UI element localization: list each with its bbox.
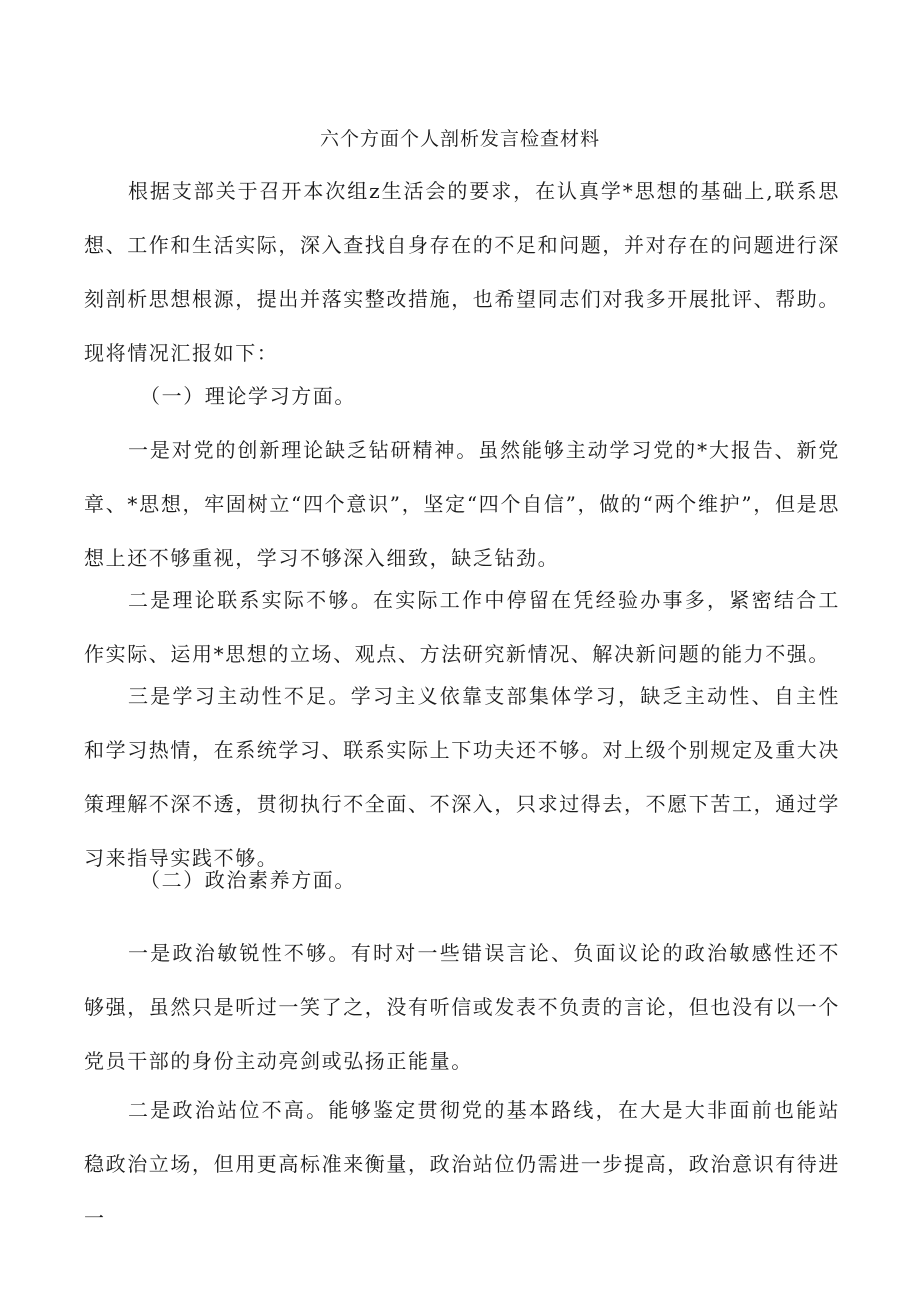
intro-paragraph: 根据支部关于召开本次组z生活会的要求，在认真学*思想的基础上,联系思想、工作和生活实际，深入查找自身存在的不足和问题，并对存在的问题进行深刻剖析思想根源，提出并落实整改措施，也希望同志们对我多开展批评、帮助。现将情况汇报如下：	[84, 179, 840, 365]
paragraph-politics-2: 二是政治站位不高。能够鉴定贯彻党的基本路线，在大是大非面前也能站稳政治立场，但用更高标准来衡量，政治站位仍需进一步提高，政治意识有待进一	[84, 1098, 840, 1230]
page-title: 六个方面个人剖析发言检查材料	[319, 128, 600, 150]
section-heading-theory: （一）理论学习方面。	[140, 384, 356, 408]
paragraph-theory-1: 一是对党的创新理论缺乏钻研精神。虽然能够主动学习党的*大报告、新党章、*思想，牢固树立“四个意识”，坚定“四个自信”，做的“两个维护”，但是思想上还不够重视，学习不够深入细致，缺乏钻劲。	[84, 438, 840, 570]
paragraph-theory-3: 三是学习主动性不足。学习主义依靠支部集体学习，缺乏主动性、自主性和学习热情，在系统学习、联系实际上下功夫还不够。对上级个别规定及重大决策理解不深不透，贯彻执行不全面、不深入，只求过得去，不愿下苦工，通过学习来指导实践不够。	[84, 684, 840, 870]
paragraph-politics-1: 一是政治敏锐性不够。有时对一些错误言论、负面议论的政治敏感性还不够强，虽然只是听过一笑了之，没有听信或发表不负责的言论，但也没有以一个党员干部的身份主动亮剑或弘扬正能量。	[84, 941, 840, 1073]
paragraph-theory-2: 二是理论联系实际不够。在实际工作中停留在凭经验办事多，紧密结合工作实际、运用*思想的立场、观点、方法研究新情况、解决新问题的能力不强。	[84, 588, 840, 666]
section-heading-politics: （二）政治素养方面。	[140, 868, 356, 892]
